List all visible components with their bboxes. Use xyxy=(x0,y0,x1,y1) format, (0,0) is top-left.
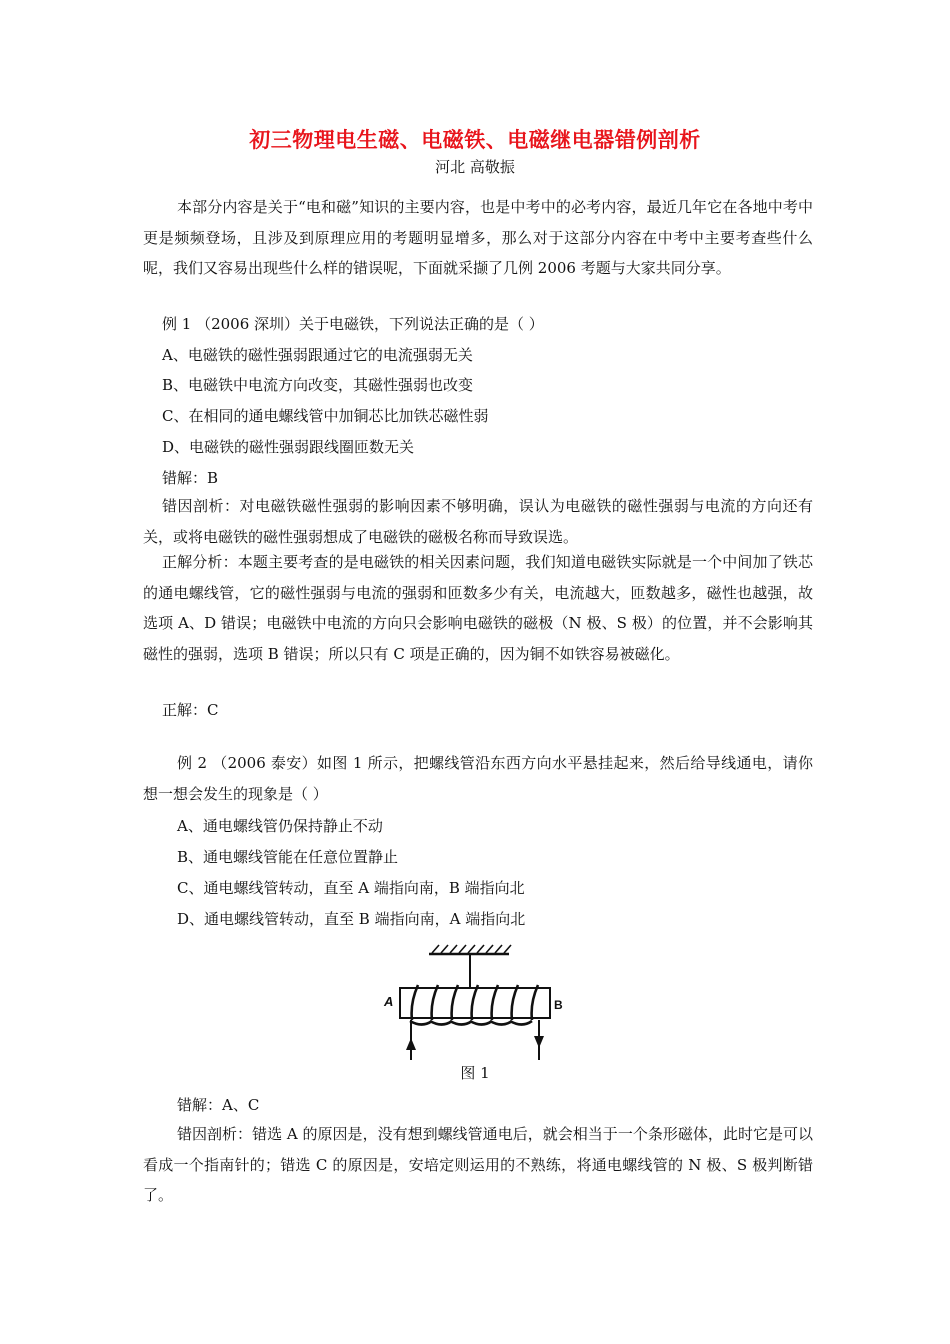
up-arrow-icon xyxy=(406,1038,416,1050)
end-label-a: A xyxy=(384,994,394,1009)
example1-question: 例 1 （2006 深圳）关于电磁铁，下列说法正确的是（ ） xyxy=(162,315,544,333)
ceiling-hatch xyxy=(432,945,511,953)
example2-question: 例 2 （2006 泰安）如图 1 所示，把螺线管沿东西方向水平悬挂起来，然后给导线通电，请你想一想会发生的现象是（ ） xyxy=(143,754,813,803)
document-title: 初三物理电生磁、电磁铁、电磁继电器错例剖析 xyxy=(249,127,701,152)
example2-wrong-reason: 错因剖析：错选 A 的原因是，没有想到螺线管通电后，就会相当于一个条形磁体，此时它是可以看成一个指南针的；错选 C 的原因是，安培定则运用的不熟练，将通电螺线管的 N 极、S 极判断错了。 xyxy=(143,1125,813,1205)
down-arrow-icon xyxy=(534,1036,544,1048)
author-line: 河北 高敬振 xyxy=(435,158,515,176)
example2-wrong-answer: 错解：A、C xyxy=(177,1096,260,1114)
example1-wrong-answer: 错解：B xyxy=(162,469,219,487)
example1-option-a: A、电磁铁的磁性强弱跟通过它的电流强弱无关 xyxy=(162,346,473,364)
figure-caption: 图 1 xyxy=(460,1064,490,1082)
example2-option-b: B、通电螺线管能在任意位置静止 xyxy=(177,848,399,866)
example2-option-a: A、通电螺线管仍保持静止不动 xyxy=(177,817,383,835)
example1-correct-answer: 正解：C xyxy=(162,701,219,719)
example1-option-c: C、在相同的通电螺线管中加铜芯比加铁芯磁性弱 xyxy=(162,407,489,425)
solenoid-figure xyxy=(382,942,572,1067)
end-label-b: B xyxy=(554,998,563,1012)
example1-correct-analysis: 正解分析：本题主要考查的是电磁铁的相关因素问题，我们知道电磁铁实际就是一个中间加了铁芯的通电螺线管，它的磁性强弱与电流的强弱和匝数多少有关，电流越大，匝数越多，磁性也越强，故选项 A、D 错误；电磁铁中电流的方向只会影响电磁铁的磁极（N 极、S 极）的位置，并不会影响其磁性的强弱，选项 B 错误；所以只有 C 项是正确的，因为铜不如铁容易被磁化。 xyxy=(143,553,813,663)
example1-option-b: B、电磁铁中电流方向改变，其磁性强弱也改变 xyxy=(162,376,474,394)
intro-paragraph: 本部分内容是关于“电和磁”知识的主要内容，也是中考中的必考内容，最近几年它在各地中考中更是频频登场，且涉及到原理应用的考题明显增多，那么对于这部分内容在中考中主要考查些什么呢，我们又容易出现些什么样的错误呢，下面就采撷了几例 2006 考题与大家共同分享。 xyxy=(143,198,813,278)
example1-wrong-reason: 错因剖析：对电磁铁磁性强弱的影响因素不够明确，误认为电磁铁的磁性强弱与电流的方向还有关，或将电磁铁的磁性强弱想成了电磁铁的磁极名称而导致误选。 xyxy=(143,497,813,546)
example1-option-d: D、电磁铁的磁性强弱跟线圈匝数无关 xyxy=(162,438,415,456)
example2-option-c: C、通电螺线管转动，直至 A 端指向南，B 端指向北 xyxy=(177,879,525,897)
example2-option-d: D、通电螺线管转动，直至 B 端指向南，A 端指向北 xyxy=(177,910,526,928)
